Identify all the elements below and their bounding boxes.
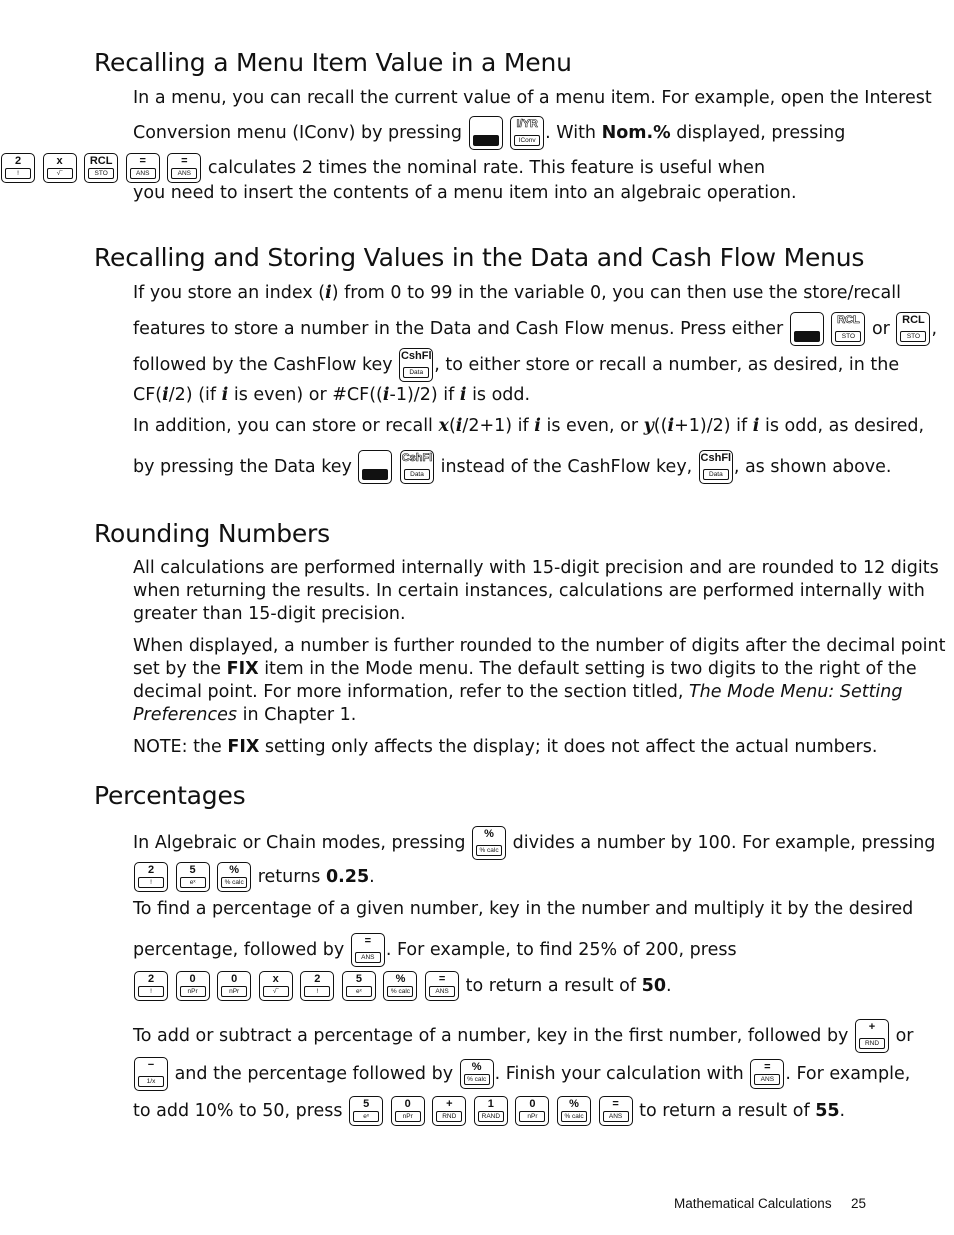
percent-key: % % calc <box>383 971 417 1001</box>
paragraph-line: CF(i/2) (if i is even) or #CF((i-1)/2) if i is odd. <box>133 385 531 405</box>
minus-key: − 1/x <box>134 1057 168 1091</box>
key-1: 1 RAND <box>474 1096 508 1126</box>
key-5: 5 eˣ <box>176 862 210 892</box>
key-2: 2 ! <box>300 971 334 1001</box>
shift-key <box>358 450 392 484</box>
key-0: 0 nPr <box>217 971 251 1001</box>
paragraph-line: NOTE: the FIX setting only affects the display; it does not affect the actual numbers. <box>133 737 878 757</box>
paragraph-line: followed by the CashFlow key CshFl Data , to either store or recall a number, as desired, in the <box>133 348 873 382</box>
paragraph-line: All calculations are performed internally with 15-digit precision and are rounded to 12 digits <box>133 558 939 578</box>
percent-key: % % calc <box>217 862 251 892</box>
percent-key: % % calc <box>460 1059 494 1089</box>
section-heading-percentages: Percentages <box>94 781 246 810</box>
key-2: 2 ! <box>1 153 35 183</box>
shift-key <box>469 116 503 150</box>
paragraph-line: Conversion menu (IConv) by pressing I/YR IConv . With Nom.% displayed, pressing <box>133 116 873 150</box>
key-0: 0 nPr <box>176 971 210 1001</box>
paragraph-line: by pressing the Data key CshFl Data instead of the CashFlow key, CshFl Data , as shown above. <box>133 450 873 484</box>
paragraph-line: greater than 15-digit precision. <box>133 604 406 624</box>
key-5: 5 eˣ <box>342 971 376 1001</box>
paragraph-line: decimal point. For more information, refer to the section titled, The Mode Menu: Setting <box>133 682 903 702</box>
paragraph-line: Preferences in Chapter 1. <box>133 705 357 725</box>
shift-key <box>790 312 824 346</box>
equals-key: = ANS <box>167 153 201 183</box>
plus-key: + RND <box>855 1019 889 1053</box>
iyr-key: I/YR IConv <box>510 116 544 150</box>
paragraph-line: In addition, you can store or recall x(i/2+1) if i is even, or y((i+1)/2) if i is odd, as desired, <box>133 416 925 436</box>
equals-key: = ANS <box>599 1096 633 1126</box>
paragraph-line: − 1/x and the percentage followed by % % calc . Finish your calculation with = ANS . For example, <box>133 1057 873 1091</box>
paragraph-line: percentage, followed by = ANS . For example, to find 25% of 200, press <box>133 933 873 967</box>
percent-key: % % calc <box>557 1096 591 1126</box>
section-heading-rounding: Rounding Numbers <box>94 519 330 548</box>
paragraph-line: set by the FIX item in the Mode menu. The default setting is two digits to the right of the <box>133 659 917 679</box>
paragraph-line: 2 ! 5 eˣ % % calc returns 0.25. <box>133 862 873 892</box>
paragraph-line: When displayed, a number is further rounded to the number of digits after the decimal point <box>133 636 946 656</box>
multiply-key: x √‾ <box>43 153 77 183</box>
equals-key: = ANS <box>750 1059 784 1089</box>
paragraph-line: To find a percentage of a given number, key in the number and multiply it by the desired <box>133 899 914 919</box>
paragraph-line: In Algebraic or Chain modes, pressing % % calc divides a number by 100. For example, pressing <box>133 826 873 860</box>
paragraph-line: you need to insert the contents of a menu item into an algebraic operation. <box>133 183 797 203</box>
key-0: 0 nPr <box>515 1096 549 1126</box>
key-5: 5 eˣ <box>349 1096 383 1126</box>
paragraph-line: to add 10% to 50, press 5 eˣ 0 nPr + RND 1 RAND 0 nPr % % calc = ANS to return a result of 55. <box>133 1096 873 1126</box>
cashflow-key: CshFl Data <box>400 450 434 484</box>
footer-title: Mathematical Calculations <box>674 1196 832 1211</box>
paragraph-line: when returning the results. In certain instances, calculations are performed internally with <box>133 581 925 601</box>
percent-key: % % calc <box>472 826 506 860</box>
paragraph-line: In a menu, you can recall the current value of a menu item. For example, open the Interest <box>133 88 932 108</box>
paragraph-line: features to store a number in the Data and Cash Flow menus. Press either RCL STO or RCL STO , <box>133 312 873 346</box>
paragraph-line: If you store an index (i) from 0 to 99 in the variable 0, you can then use the store/recall <box>133 283 902 303</box>
equals-key: = ANS <box>351 933 385 967</box>
cashflow-key: CshFl Data <box>399 348 433 382</box>
rcl-key: RCL STO <box>831 312 865 346</box>
paragraph-line: 2 ! x √‾ RCL STO = ANS = ANS calculates 2 times the nominal rate. This feature is useful when <box>133 153 873 183</box>
cashflow-key: CshFl Data <box>699 450 733 484</box>
equals-key: = ANS <box>126 153 160 183</box>
rcl-key: RCL STO <box>84 153 118 183</box>
section-heading-recalling-menu-item: Recalling a Menu Item Value in a Menu <box>94 48 572 77</box>
rcl-key: RCL STO <box>896 312 930 346</box>
plus-key: + RND <box>432 1096 466 1126</box>
paragraph-line: 2 ! 0 nPr 0 nPr x √‾ 2 ! 5 eˣ % % calc = ANS to return a result of 50. <box>133 971 873 1001</box>
multiply-key: x √‾ <box>259 971 293 1001</box>
key-2: 2 ! <box>134 862 168 892</box>
section-heading-data-cashflow: Recalling and Storing Values in the Data and Cash Flow Menus <box>94 243 865 272</box>
key-2: 2 ! <box>134 971 168 1001</box>
page-number: 25 <box>851 1196 867 1211</box>
paragraph-line: To add or subtract a percentage of a number, key in the first number, followed by + RND or <box>133 1019 873 1053</box>
key-0: 0 nPr <box>391 1096 425 1126</box>
equals-key: = ANS <box>425 971 459 1001</box>
